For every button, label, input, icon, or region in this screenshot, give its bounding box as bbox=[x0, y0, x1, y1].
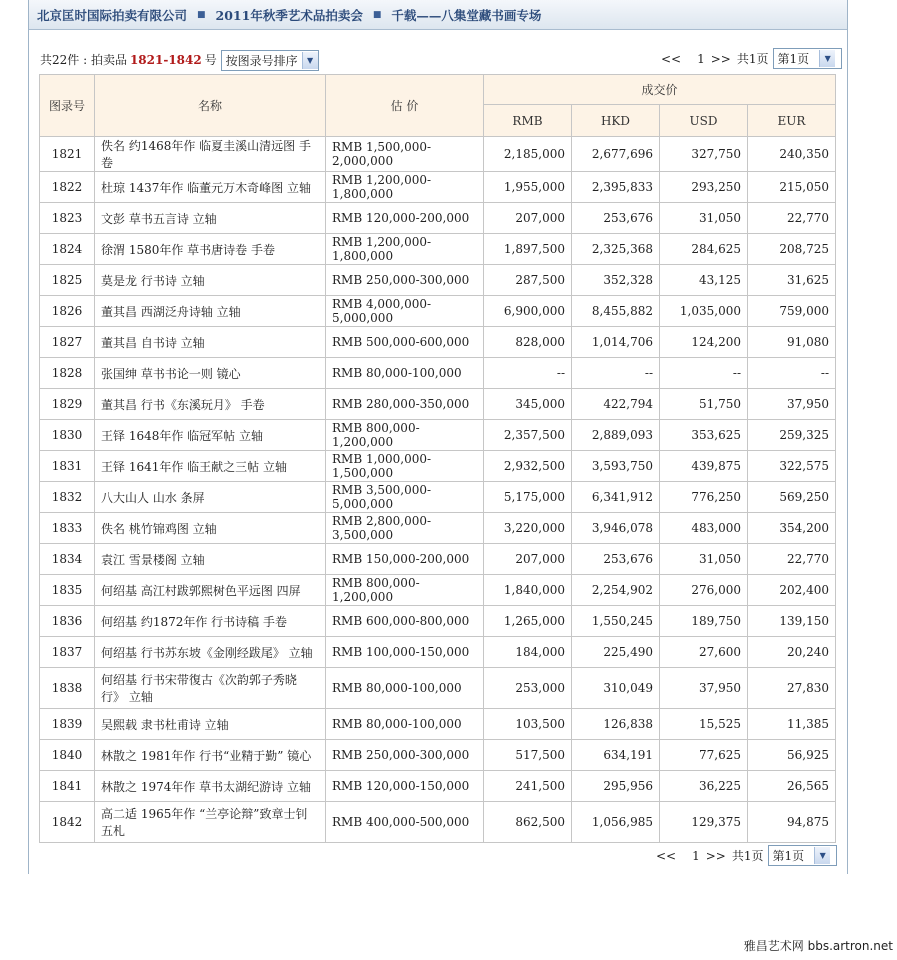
usd-cell: 353,625 bbox=[660, 420, 748, 451]
eur-cell: 94,875 bbox=[748, 802, 836, 843]
rmb-cell: 253,000 bbox=[484, 668, 572, 709]
header-usd: USD bbox=[660, 105, 748, 137]
hkd-cell: 225,490 bbox=[572, 637, 660, 668]
lot-cell: 1826 bbox=[40, 296, 95, 327]
lot-cell: 1833 bbox=[40, 513, 95, 544]
lot-cell: 1823 bbox=[40, 203, 95, 234]
usd-cell: 1,035,000 bbox=[660, 296, 748, 327]
eur-cell: 354,200 bbox=[748, 513, 836, 544]
page-number-link[interactable]: 1 bbox=[692, 848, 700, 863]
total-pages: 共1页 bbox=[736, 52, 769, 66]
usd-cell: 483,000 bbox=[660, 513, 748, 544]
eur-cell: 202,400 bbox=[748, 575, 836, 606]
hkd-cell: 634,191 bbox=[572, 740, 660, 771]
hkd-cell: 8,455,882 bbox=[572, 296, 660, 327]
usd-cell: 776,250 bbox=[660, 482, 748, 513]
lot-cell: 1831 bbox=[40, 451, 95, 482]
usd-cell: 43,125 bbox=[660, 265, 748, 296]
estimate-cell: RMB 800,000-1,200,000 bbox=[326, 575, 484, 606]
table-row bbox=[40, 420, 836, 451]
estimate-cell: RMB 120,000-200,000 bbox=[326, 203, 484, 234]
estimate-cell: RMB 500,000-600,000 bbox=[326, 327, 484, 358]
watermark: 雅昌艺术网 bbs.artron.net bbox=[743, 939, 893, 953]
sale-name: 2011年秋季艺术品拍卖会 bbox=[215, 7, 363, 23]
table-row bbox=[40, 575, 836, 606]
prev-page-link[interactable]: << bbox=[661, 51, 682, 66]
table-row bbox=[40, 327, 836, 358]
header-name: 名称 bbox=[95, 75, 326, 137]
hkd-cell: 3,593,750 bbox=[572, 451, 660, 482]
rmb-cell: 103,500 bbox=[484, 709, 572, 740]
company-name: 北京匡时国际拍卖有限公司 bbox=[37, 7, 188, 23]
name-cell: 吴熙载 隶书杜甫诗 立轴 bbox=[95, 709, 326, 740]
table-row bbox=[40, 358, 836, 389]
table-row bbox=[40, 482, 836, 513]
next-page-link[interactable]: >> bbox=[710, 51, 731, 66]
lot-cell: 1834 bbox=[40, 544, 95, 575]
lot-cell: 1840 bbox=[40, 740, 95, 771]
lot-cell: 1828 bbox=[40, 358, 95, 389]
estimate-cell: RMB 120,000-150,000 bbox=[326, 771, 484, 802]
rmb-cell: 1,265,000 bbox=[484, 606, 572, 637]
rmb-cell: 345,000 bbox=[484, 389, 572, 420]
session-name: 千载——八集堂藏书画专场 bbox=[391, 7, 542, 23]
estimate-cell: RMB 100,000-150,000 bbox=[326, 637, 484, 668]
usd-cell: 276,000 bbox=[660, 575, 748, 606]
page-select-value: 第1页 bbox=[777, 52, 810, 66]
estimate-cell: RMB 3,500,000-5,000,000 bbox=[326, 482, 484, 513]
pager-bottom bbox=[656, 845, 843, 866]
estimate-cell: RMB 280,000-350,000 bbox=[326, 389, 484, 420]
table-row bbox=[40, 137, 836, 172]
hkd-cell: 2,677,696 bbox=[572, 137, 660, 172]
lot-cell: 1821 bbox=[40, 137, 95, 172]
lot-cell: 1832 bbox=[40, 482, 95, 513]
name-cell: 何绍基 约1872年作 行书诗稿 手卷 bbox=[95, 606, 326, 637]
usd-cell: 15,525 bbox=[660, 709, 748, 740]
rmb-cell: 5,175,000 bbox=[484, 482, 572, 513]
rmb-cell: 2,357,500 bbox=[484, 420, 572, 451]
rmb-cell: -- bbox=[484, 358, 572, 389]
rmb-cell: 862,500 bbox=[484, 802, 572, 843]
table-row bbox=[40, 668, 836, 709]
table-row bbox=[40, 172, 836, 203]
bullet-icon: ■ bbox=[197, 9, 206, 20]
lot-cell: 1824 bbox=[40, 234, 95, 265]
table-row bbox=[40, 606, 836, 637]
rmb-cell: 287,500 bbox=[484, 265, 572, 296]
estimate-cell: RMB 1,200,000-1,800,000 bbox=[326, 172, 484, 203]
sort-select[interactable] bbox=[221, 50, 319, 71]
table-row bbox=[40, 203, 836, 234]
rmb-cell: 1,955,000 bbox=[484, 172, 572, 203]
page-number-link[interactable]: 1 bbox=[697, 51, 705, 66]
estimate-cell: RMB 80,000-100,000 bbox=[326, 709, 484, 740]
usd-cell: 189,750 bbox=[660, 606, 748, 637]
prev-page-link[interactable]: << bbox=[656, 848, 677, 863]
hkd-cell: 310,049 bbox=[572, 668, 660, 709]
count-suffix: 号 bbox=[204, 53, 217, 67]
name-cell: 董其昌 行书《东溪玩月》 手卷 bbox=[95, 389, 326, 420]
header-eur: EUR bbox=[748, 105, 836, 137]
hkd-cell: 253,676 bbox=[572, 544, 660, 575]
rmb-cell: 184,000 bbox=[484, 637, 572, 668]
name-cell: 王铎 1648年作 临冠军帖 立轴 bbox=[95, 420, 326, 451]
name-cell: 徐渭 1580年作 草书唐诗卷 手卷 bbox=[95, 234, 326, 265]
eur-cell: 11,385 bbox=[748, 709, 836, 740]
page-select[interactable] bbox=[773, 48, 843, 69]
table-row bbox=[40, 265, 836, 296]
table-row bbox=[40, 451, 836, 482]
eur-cell: 37,950 bbox=[748, 389, 836, 420]
hkd-cell: 1,014,706 bbox=[572, 327, 660, 358]
estimate-cell: RMB 250,000-300,000 bbox=[326, 740, 484, 771]
estimate-cell: RMB 400,000-500,000 bbox=[326, 802, 484, 843]
usd-cell: 31,050 bbox=[660, 544, 748, 575]
lot-cell: 1827 bbox=[40, 327, 95, 358]
lot-cell: 1839 bbox=[40, 709, 95, 740]
header-price: 成交价 bbox=[484, 75, 836, 105]
hkd-cell: 1,056,985 bbox=[572, 802, 660, 843]
name-cell: 王铎 1641年作 临王献之三帖 立轴 bbox=[95, 451, 326, 482]
sort-select-value: 按图录号排序 bbox=[225, 54, 298, 68]
usd-cell: 36,225 bbox=[660, 771, 748, 802]
header-lot: 图录号 bbox=[40, 75, 95, 137]
usd-cell: 293,250 bbox=[660, 172, 748, 203]
usd-cell: 439,875 bbox=[660, 451, 748, 482]
usd-cell: 129,375 bbox=[660, 802, 748, 843]
table-row bbox=[40, 740, 836, 771]
usd-cell: 37,950 bbox=[660, 668, 748, 709]
lot-range: 1821-1842 bbox=[129, 53, 202, 67]
lot-cell: 1836 bbox=[40, 606, 95, 637]
table-row bbox=[40, 802, 836, 843]
lot-cell: 1822 bbox=[40, 172, 95, 203]
estimate-cell: RMB 1,200,000-1,800,000 bbox=[326, 234, 484, 265]
count-text: 共22件 : 拍卖品 bbox=[40, 53, 127, 67]
header-hkd: HKD bbox=[572, 105, 660, 137]
hkd-cell: -- bbox=[572, 358, 660, 389]
page-select-value: 第1页 bbox=[772, 849, 805, 863]
lot-cell: 1838 bbox=[40, 668, 95, 709]
next-page-link[interactable]: >> bbox=[705, 848, 726, 863]
hkd-cell: 2,254,902 bbox=[572, 575, 660, 606]
rmb-cell: 1,840,000 bbox=[484, 575, 572, 606]
chevron-down-icon[interactable]: ▼ bbox=[819, 50, 835, 67]
hkd-cell: 253,676 bbox=[572, 203, 660, 234]
eur-cell: 139,150 bbox=[748, 606, 836, 637]
eur-cell: 91,080 bbox=[748, 327, 836, 358]
name-cell: 高二适 1965年作 “兰亭论辩”致章士钊五札 bbox=[95, 802, 326, 843]
eur-cell: 259,325 bbox=[748, 420, 836, 451]
eur-cell: 759,000 bbox=[748, 296, 836, 327]
usd-cell: 284,625 bbox=[660, 234, 748, 265]
name-cell: 文彭 草书五言诗 立轴 bbox=[95, 203, 326, 234]
rmb-cell: 828,000 bbox=[484, 327, 572, 358]
eur-cell: 56,925 bbox=[748, 740, 836, 771]
eur-cell: 22,770 bbox=[748, 203, 836, 234]
lot-cell: 1841 bbox=[40, 771, 95, 802]
chevron-down-icon[interactable]: ▼ bbox=[814, 847, 830, 864]
estimate-cell: RMB 80,000-100,000 bbox=[326, 358, 484, 389]
estimate-cell: RMB 600,000-800,000 bbox=[326, 606, 484, 637]
estimate-cell: RMB 800,000-1,200,000 bbox=[326, 420, 484, 451]
usd-cell: 51,750 bbox=[660, 389, 748, 420]
estimate-cell: RMB 2,800,000-3,500,000 bbox=[326, 513, 484, 544]
table-row bbox=[40, 513, 836, 544]
eur-cell: 27,830 bbox=[748, 668, 836, 709]
name-cell: 何绍基 行书苏东坡《金刚经跋尾》 立轴 bbox=[95, 637, 326, 668]
estimate-cell: RMB 250,000-300,000 bbox=[326, 265, 484, 296]
rmb-cell: 207,000 bbox=[484, 544, 572, 575]
name-cell: 董其昌 自书诗 立轴 bbox=[95, 327, 326, 358]
table-row bbox=[40, 709, 836, 740]
table-row bbox=[40, 771, 836, 802]
table-row bbox=[40, 234, 836, 265]
name-cell: 张国绅 草书书论一则 镜心 bbox=[95, 358, 326, 389]
lot-cell: 1830 bbox=[40, 420, 95, 451]
header-estimate: 估 价 bbox=[326, 75, 484, 137]
rmb-cell: 207,000 bbox=[484, 203, 572, 234]
lot-cell: 1842 bbox=[40, 802, 95, 843]
chevron-down-icon[interactable]: ▼ bbox=[302, 52, 318, 69]
rmb-cell: 1,897,500 bbox=[484, 234, 572, 265]
name-cell: 佚名 约1468年作 临夏圭溪山清远图 手卷 bbox=[95, 137, 326, 172]
rmb-cell: 517,500 bbox=[484, 740, 572, 771]
table-row bbox=[40, 389, 836, 420]
rmb-cell: 2,932,500 bbox=[484, 451, 572, 482]
eur-cell: -- bbox=[748, 358, 836, 389]
usd-cell: 124,200 bbox=[660, 327, 748, 358]
name-cell: 林散之 1981年作 行书“业精于勤” 镜心 bbox=[95, 740, 326, 771]
lot-cell: 1829 bbox=[40, 389, 95, 420]
hkd-cell: 2,325,368 bbox=[572, 234, 660, 265]
name-cell: 莫是龙 行书诗 立轴 bbox=[95, 265, 326, 296]
usd-cell: 31,050 bbox=[660, 203, 748, 234]
table-row bbox=[40, 544, 836, 575]
eur-cell: 240,350 bbox=[748, 137, 836, 172]
usd-cell: 77,625 bbox=[660, 740, 748, 771]
rmb-cell: 3,220,000 bbox=[484, 513, 572, 544]
header-rmb: RMB bbox=[484, 105, 572, 137]
pager-top bbox=[661, 48, 848, 69]
table-row bbox=[40, 637, 836, 668]
estimate-cell: RMB 1,000,000-1,500,000 bbox=[326, 451, 484, 482]
lot-cell: 1837 bbox=[40, 637, 95, 668]
usd-cell: 27,600 bbox=[660, 637, 748, 668]
hkd-cell: 352,328 bbox=[572, 265, 660, 296]
title-bar bbox=[29, 0, 847, 30]
estimate-cell: RMB 4,000,000-5,000,000 bbox=[326, 296, 484, 327]
name-cell: 八大山人 山水 条屏 bbox=[95, 482, 326, 513]
bullet-icon: ■ bbox=[372, 9, 382, 20]
hkd-cell: 2,395,833 bbox=[572, 172, 660, 203]
results-table bbox=[39, 74, 836, 843]
eur-cell: 322,575 bbox=[748, 451, 836, 482]
total-pages: 共1页 bbox=[731, 849, 764, 863]
name-cell: 佚名 桃竹锦鸡图 立轴 bbox=[95, 513, 326, 544]
lot-count bbox=[40, 50, 319, 71]
hkd-cell: 126,838 bbox=[572, 709, 660, 740]
eur-cell: 22,770 bbox=[748, 544, 836, 575]
page-select[interactable] bbox=[768, 845, 838, 866]
name-cell: 杜琼 1437年作 临董元万木奇峰图 立轴 bbox=[95, 172, 326, 203]
estimate-cell: RMB 80,000-100,000 bbox=[326, 668, 484, 709]
eur-cell: 215,050 bbox=[748, 172, 836, 203]
eur-cell: 208,725 bbox=[748, 234, 836, 265]
name-cell: 何绍基 高江村跋郭熙树色平远图 四屏 bbox=[95, 575, 326, 606]
rmb-cell: 241,500 bbox=[484, 771, 572, 802]
hkd-cell: 422,794 bbox=[572, 389, 660, 420]
lot-cell: 1835 bbox=[40, 575, 95, 606]
usd-cell: -- bbox=[660, 358, 748, 389]
name-cell: 董其昌 西湖泛舟诗轴 立轴 bbox=[95, 296, 326, 327]
eur-cell: 26,565 bbox=[748, 771, 836, 802]
estimate-cell: RMB 1,500,000-2,000,000 bbox=[326, 137, 484, 172]
name-cell: 何绍基 行书宋带復古《次韵郭子秀晓行》 立轴 bbox=[95, 668, 326, 709]
hkd-cell: 1,550,245 bbox=[572, 606, 660, 637]
hkd-cell: 295,956 bbox=[572, 771, 660, 802]
rmb-cell: 6,900,000 bbox=[484, 296, 572, 327]
eur-cell: 20,240 bbox=[748, 637, 836, 668]
hkd-cell: 6,341,912 bbox=[572, 482, 660, 513]
table-row bbox=[40, 296, 836, 327]
lot-cell: 1825 bbox=[40, 265, 95, 296]
rmb-cell: 2,185,000 bbox=[484, 137, 572, 172]
estimate-cell: RMB 150,000-200,000 bbox=[326, 544, 484, 575]
hkd-cell: 3,946,078 bbox=[572, 513, 660, 544]
eur-cell: 569,250 bbox=[748, 482, 836, 513]
name-cell: 袁江 雪景楼阁 立轴 bbox=[95, 544, 326, 575]
eur-cell: 31,625 bbox=[748, 265, 836, 296]
name-cell: 林散之 1974年作 草书太湖纪游诗 立轴 bbox=[95, 771, 326, 802]
hkd-cell: 2,889,093 bbox=[572, 420, 660, 451]
usd-cell: 327,750 bbox=[660, 137, 748, 172]
